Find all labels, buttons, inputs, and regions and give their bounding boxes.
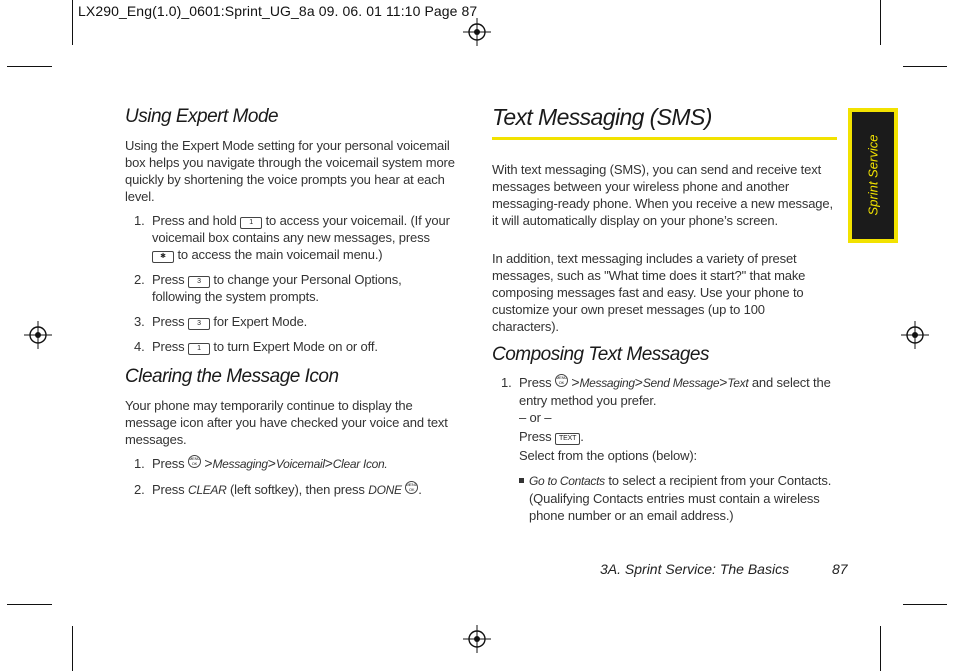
list-item: 1. Press MENU OK >Messaging>Voicemail>Clear Icon.: [134, 455, 388, 471]
step-text: Press: [519, 429, 552, 444]
key-1-icon: 1: [188, 343, 210, 355]
menu-separator: >: [204, 455, 213, 471]
step-number: 3.: [134, 314, 145, 329]
menu-path-item: Go to Contacts: [529, 474, 605, 488]
step-text: to turn Expert Mode on or off.: [213, 339, 378, 354]
sms-intro-paragraph: With text messaging (SMS), you can send and receive text messages between your wireless phone and another messaging-ready phone. When you receive a new message, it will automatically display on your phone’s screen.: [492, 162, 833, 228]
step-number: 1.: [501, 375, 512, 390]
step-text: Press: [152, 456, 185, 471]
step-text: to access the main voicemail menu.): [177, 247, 383, 262]
softkey-label: CLEAR: [187, 483, 227, 497]
crop-mark: [7, 66, 52, 67]
menu-ok-key-icon: MENU OK: [188, 456, 201, 466]
step-text: to access your voicemail. (If your voicemail box contains any new messages, press: [152, 213, 450, 245]
text-key-icon: TEXT: [555, 433, 580, 445]
step-text: Press and hold: [152, 213, 237, 228]
key-star-icon: ✱: [152, 251, 174, 263]
step-text: Press: [152, 482, 185, 497]
step-text: Press: [152, 314, 185, 329]
step-number: 2.: [134, 482, 145, 497]
menu-path-item: Messaging: [212, 457, 268, 471]
side-tab-label: Sprint Service: [865, 134, 881, 216]
list-item: [134, 481, 464, 499]
registration-mark-icon: [24, 321, 52, 349]
registration-mark-icon: [901, 321, 929, 349]
crop-mark: [72, 0, 73, 45]
or-separator: – or –: [519, 410, 552, 425]
footer-section-title: 3A. Sprint Service: The Basics: [600, 561, 790, 577]
list-item: [134, 271, 454, 305]
step-number: 2.: [134, 272, 145, 287]
menu-ok-key-icon: MENU OK: [555, 375, 568, 385]
menu-ok-key-icon: MENU OK: [406, 482, 418, 492]
key-3-icon: 3: [188, 276, 210, 288]
step-text: for Expert Mode.: [213, 314, 308, 329]
sms-preset-paragraph: In addition, text messaging includes a variety of preset messages, such as "What time does it start?" that make composing messages fast and easy. Use your phone to customize your own preset messages (up to 100 characters).: [492, 251, 806, 334]
key-1-icon: 1: [240, 217, 262, 229]
step-text: .: [580, 429, 584, 444]
menu-separator: >: [571, 374, 580, 390]
step-text: Press: [152, 272, 185, 287]
step-number: 1.: [134, 456, 145, 471]
step-number: 1.: [134, 213, 145, 228]
page-title: Text Messaging (SMS): [492, 104, 712, 130]
step-text: Press: [152, 339, 185, 354]
menu-path-item: Send Message: [642, 376, 720, 390]
page-number: 87: [832, 561, 848, 577]
list-item: [134, 212, 454, 263]
registration-mark-icon: [463, 625, 491, 653]
crop-mark: [7, 604, 52, 605]
key-3-icon: 3: [188, 318, 210, 330]
crop-mark: [903, 66, 947, 67]
list-item: [134, 338, 454, 355]
clearing-intro: Your phone may temporarily continue to display the message icon after you have checked your voice and text messages.: [125, 398, 448, 447]
bullet-text: to select a recipient from your Contacts. (Qualifying Contacts entries must contain a wireless phone number or an email address.): [529, 473, 832, 523]
menu-path-item: Clear Icon.: [332, 457, 388, 471]
crop-mark: [903, 604, 947, 605]
title-underline: [492, 137, 837, 140]
bullet-icon: [519, 478, 524, 483]
list-item: [134, 313, 454, 330]
composing-heading: Composing Text Messages: [492, 344, 709, 365]
expert-mode-heading: Using Expert Mode: [125, 106, 279, 127]
menu-path-item: Text: [727, 376, 749, 390]
section-side-tab: [848, 108, 898, 243]
crop-mark: [880, 626, 881, 671]
step-number: 4.: [134, 339, 145, 354]
menu-path-item: Messaging: [579, 376, 635, 390]
crop-mark: [72, 626, 73, 671]
crop-mark: [880, 0, 881, 45]
step-text: to change your Personal Options, following the system prompts.: [152, 272, 402, 304]
menu-path-item: Voicemail: [275, 457, 325, 471]
step-text: and select the entry method you prefer.: [519, 375, 831, 408]
expert-mode-intro: Using the Expert Mode setting for your personal voicemail box helps you navigate through the voicemail system more quickly by shortening the voice prompts you hear at each level.: [125, 138, 455, 204]
step-text: Select from the options (below):: [519, 448, 698, 463]
clearing-icon-heading: Clearing the Message Icon: [125, 366, 339, 387]
step-text: (left softkey), then press: [229, 482, 365, 497]
step-text: .: [418, 482, 422, 497]
list-item: [519, 472, 834, 524]
step-text: Press: [519, 375, 552, 390]
registration-mark-icon: [463, 18, 491, 46]
print-slug: LX290_Eng(1.0)_0601:Sprint_UG_8a 09. 06. 01 11:10 Page 87: [78, 3, 478, 19]
list-item: 1. Press MENU OK >Messaging>Send Message>Text and select the entry method you prefer. – or – Press TEXT . Select from the options (below):: [501, 374, 836, 464]
softkey-label: DONE: [368, 483, 402, 497]
